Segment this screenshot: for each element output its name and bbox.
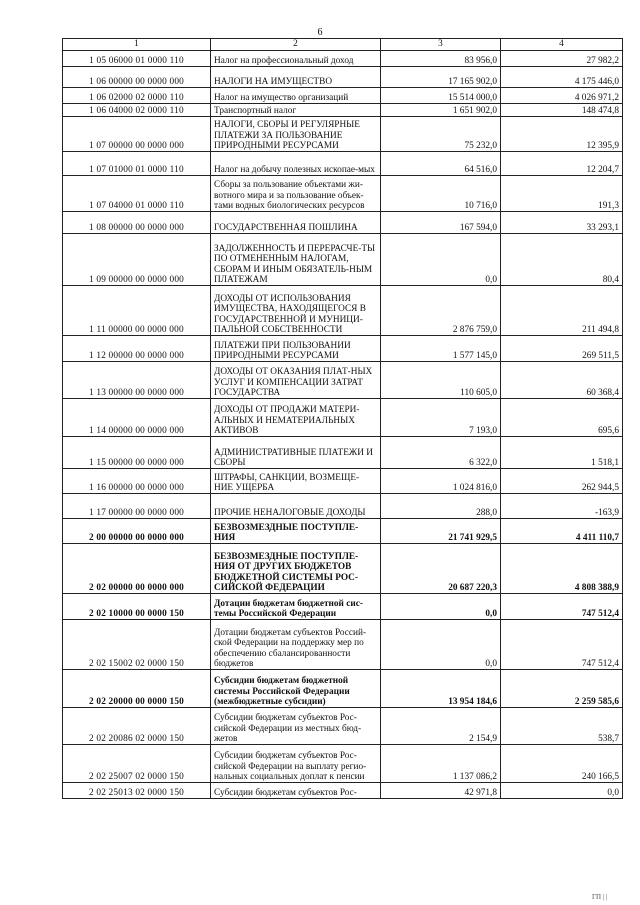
cell-code: 2 02 20086 02 0000 150 (63, 708, 211, 745)
cell-c4: 4 411 110,7 (501, 519, 623, 544)
table-row (63, 620, 623, 670)
cell-c3: 21 741 929,5 (381, 519, 501, 544)
cell-c3: 0,0 (381, 620, 501, 670)
table-row (63, 362, 623, 399)
cell-c3: 167 594,0 (381, 212, 501, 234)
cell-c4: 240 166,5 (501, 745, 623, 783)
cell-c4: 0,0 (501, 783, 623, 799)
table-row (63, 544, 623, 594)
cell-name: Дотации бюджетам бюджетной сис-темы Российской Федерации (211, 594, 381, 620)
cell-c3: 83 956,0 (381, 51, 501, 67)
cell-code: 2 02 20000 00 0000 150 (63, 670, 211, 708)
cell-c3: 75 232,0 (381, 117, 501, 152)
cell-c4: 191,3 (501, 176, 623, 212)
cell-name: Налог на добычу полезных ископае-мых (211, 152, 381, 176)
table-row (63, 708, 623, 745)
table-row (63, 469, 623, 494)
cell-c4: 27 982,2 (501, 51, 623, 67)
table-row (63, 399, 623, 437)
cell-c3: 1 024 816,0 (381, 469, 501, 494)
cell-code: 1 07 00000 00 0000 000 (63, 117, 211, 152)
cell-name: Сборы за пользование объектами жи-вотного мира и за пользование объек-тами водных биологических ресурсов (211, 176, 381, 212)
cell-name: Дотации бюджетам субъектов Россий-ской Федерации на поддержку мер по обеспечению сбалансированности бюджетов (211, 620, 381, 670)
table-header-row (63, 39, 623, 51)
cell-name: Налог на профессиональный доход (211, 51, 381, 67)
cell-c4: 747 512,4 (501, 594, 623, 620)
table-row (63, 437, 623, 469)
cell-name: ПРОЧИЕ НЕНАЛОГОВЫЕ ДОХОДЫ (211, 494, 381, 519)
cell-name: БЕЗВОЗМЕЗДНЫЕ ПОСТУПЛЕ-НИЯ (211, 519, 381, 544)
cell-c4: 2 259 585,6 (501, 670, 623, 708)
column-header: 4 (501, 39, 623, 51)
table-row (63, 783, 623, 799)
cell-code: 2 00 00000 00 0000 000 (63, 519, 211, 544)
cell-name: Субсидии бюджетам бюджетной системы Российской Федерации (межбюджетные субсидии) (211, 670, 381, 708)
table-row (63, 594, 623, 620)
cell-c3: 64 516,0 (381, 152, 501, 176)
cell-c4: 80,4 (501, 234, 623, 286)
cell-code: 1 16 00000 00 0000 000 (63, 469, 211, 494)
cell-code: 1 13 00000 00 0000 000 (63, 362, 211, 399)
cell-c4: 12 204,7 (501, 152, 623, 176)
table-row (63, 494, 623, 519)
cell-code: 2 02 15002 02 0000 150 (63, 620, 211, 670)
cell-c3: 2 154,9 (381, 708, 501, 745)
cell-name: НАЛОГИ, СБОРЫ И РЕГУЛЯРНЫЕ ПЛАТЕЖИ ЗА ПОЛЬЗОВАНИЕ ПРИРОДНЫМИ РЕСУРСАМИ (211, 117, 381, 152)
budget-table (62, 38, 623, 799)
cell-name: Субсидии бюджетам субъектов Рос-сийской Федерации на выплату регио-нальных социальных доплат к пенсии (211, 745, 381, 783)
cell-code: 1 09 00000 00 0000 000 (63, 234, 211, 286)
cell-code: 2 02 10000 00 0000 150 (63, 594, 211, 620)
cell-c3: 17 165 902,0 (381, 67, 501, 88)
cell-c4: 33 293,1 (501, 212, 623, 234)
cell-c3: 13 954 184,6 (381, 670, 501, 708)
cell-c4: 4 808 388,9 (501, 544, 623, 594)
cell-name: ДОХОДЫ ОТ ОКАЗАНИЯ ПЛАТ-НЫХ УСЛУГ И КОМПЕНСАЦИИ ЗАТРАТ ГОСУДАРСТВА (211, 362, 381, 399)
cell-c4: 262 944,5 (501, 469, 623, 494)
cell-c3: 10 716,0 (381, 176, 501, 212)
table-row (63, 670, 623, 708)
cell-code: 1 14 00000 00 0000 000 (63, 399, 211, 437)
cell-c3: 0,0 (381, 594, 501, 620)
cell-c4: 747 512,4 (501, 620, 623, 670)
cell-code: 1 17 00000 00 0000 000 (63, 494, 211, 519)
table-row (63, 67, 623, 88)
cell-c3: 0,0 (381, 234, 501, 286)
cell-c3: 288,0 (381, 494, 501, 519)
table-row (63, 336, 623, 362)
cell-name: ПЛАТЕЖИ ПРИ ПОЛЬЗОВАНИИ ПРИРОДНЫМИ РЕСУРСАМИ (211, 336, 381, 362)
cell-c3: 15 514 000,0 (381, 88, 501, 104)
table-body (63, 51, 623, 799)
cell-c4: 1 518,1 (501, 437, 623, 469)
cell-name: ШТРАФЫ, САНКЦИИ, ВОЗМЕЩЕ-НИЕ УЩЕРБА (211, 469, 381, 494)
cell-name: БЕЗВОЗМЕЗДНЫЕ ПОСТУПЛЕ-НИЯ ОТ ДРУГИХ БЮДЖЕТОВ БЮДЖЕТНОЙ СИСТЕМЫ РОС-СИЙСКОЙ ФЕДЕРАЦИИ (211, 544, 381, 594)
cell-code: 1 12 00000 00 0000 000 (63, 336, 211, 362)
cell-name: ДОХОДЫ ОТ ПРОДАЖИ МАТЕРИ-АЛЬНЫХ И НЕМАТЕРИАЛЬНЫХ АКТИВОВ (211, 399, 381, 437)
cell-name: ЗАДОЛЖЕННОСТЬ И ПЕРЕРАСЧЕ-ТЫ ПО ОТМЕНЕННЫМ НАЛОГАМ, СБОРАМ И ИНЫМ ОБЯЗАТЕЛЬ-НЫМ ПЛАТЕЖАМ (211, 234, 381, 286)
column-header: 3 (381, 39, 501, 51)
table-row (63, 88, 623, 104)
table-row (63, 104, 623, 117)
table-row (63, 519, 623, 544)
table-row (63, 176, 623, 212)
table-row (63, 152, 623, 176)
cell-name: Субсидии бюджетам субъектов Рос- (211, 783, 381, 799)
table-row (63, 286, 623, 336)
cell-c4: 538,7 (501, 708, 623, 745)
cell-code: 1 07 04000 01 0000 110 (63, 176, 211, 212)
cell-name: Субсидии бюджетам субъектов Рос-сийской Федерации из местных бюд-жетов (211, 708, 381, 745)
cell-code: 2 02 00000 00 0000 000 (63, 544, 211, 594)
cell-c3: 2 876 759,0 (381, 286, 501, 336)
cell-c4: 148 474,8 (501, 104, 623, 117)
cell-code: 1 06 00000 00 0000 000 (63, 67, 211, 88)
cell-code: 1 06 04000 02 0000 110 (63, 104, 211, 117)
cell-c4: 12 395,9 (501, 117, 623, 152)
column-header: 1 (63, 39, 211, 51)
cell-c3: 110 605,0 (381, 362, 501, 399)
cell-c4: 60 368,4 (501, 362, 623, 399)
cell-c3: 1 651 902,0 (381, 104, 501, 117)
cell-code: 1 06 02000 02 0000 110 (63, 88, 211, 104)
cell-c3: 42 971,8 (381, 783, 501, 799)
cell-code: 1 07 01000 01 0000 110 (63, 152, 211, 176)
cell-name: АДМИНИСТРАТИВНЫЕ ПЛАТЕЖИ И СБОРЫ (211, 437, 381, 469)
cell-c3: 20 687 220,3 (381, 544, 501, 594)
cell-c3: 7 193,0 (381, 399, 501, 437)
footer-mark: ГП | | (592, 893, 608, 901)
cell-c4: 695,6 (501, 399, 623, 437)
cell-name: ГОСУДАРСТВЕННАЯ ПОШЛИНА (211, 212, 381, 234)
cell-c3: 1 577 145,0 (381, 336, 501, 362)
cell-code: 2 02 25013 02 0000 150 (63, 783, 211, 799)
cell-c4: 4 026 971,2 (501, 88, 623, 104)
cell-c4: -163,9 (501, 494, 623, 519)
cell-c3: 6 322,0 (381, 437, 501, 469)
cell-c4: 269 511,5 (501, 336, 623, 362)
cell-code: 2 02 25007 02 0000 150 (63, 745, 211, 783)
cell-name: Транспортный налог (211, 104, 381, 117)
cell-code: 1 08 00000 00 0000 000 (63, 212, 211, 234)
table-row (63, 117, 623, 152)
cell-name: ДОХОДЫ ОТ ИСПОЛЬЗОВАНИЯ ИМУЩЕСТВА, НАХОДЯЩЕГОСЯ В ГОСУДАРСТВЕННОЙ И МУНИЦИ-ПАЛЬНОЙ СОБСТВЕННОСТИ (211, 286, 381, 336)
table-row (63, 745, 623, 783)
column-header: 2 (211, 39, 381, 51)
cell-c4: 4 175 446,0 (501, 67, 623, 88)
cell-name: Налог на имущество организаций (211, 88, 381, 104)
cell-code: 1 11 00000 00 0000 000 (63, 286, 211, 336)
cell-c4: 211 494,8 (501, 286, 623, 336)
cell-code: 1 15 00000 00 0000 000 (63, 437, 211, 469)
cell-c3: 1 137 086,2 (381, 745, 501, 783)
cell-code: 1 05 06000 01 0000 110 (63, 51, 211, 67)
table-row (63, 212, 623, 234)
table-row (63, 51, 623, 67)
page-number: 6 (317, 27, 323, 38)
table-row (63, 234, 623, 286)
cell-name: НАЛОГИ НА ИМУЩЕСТВО (211, 67, 381, 88)
